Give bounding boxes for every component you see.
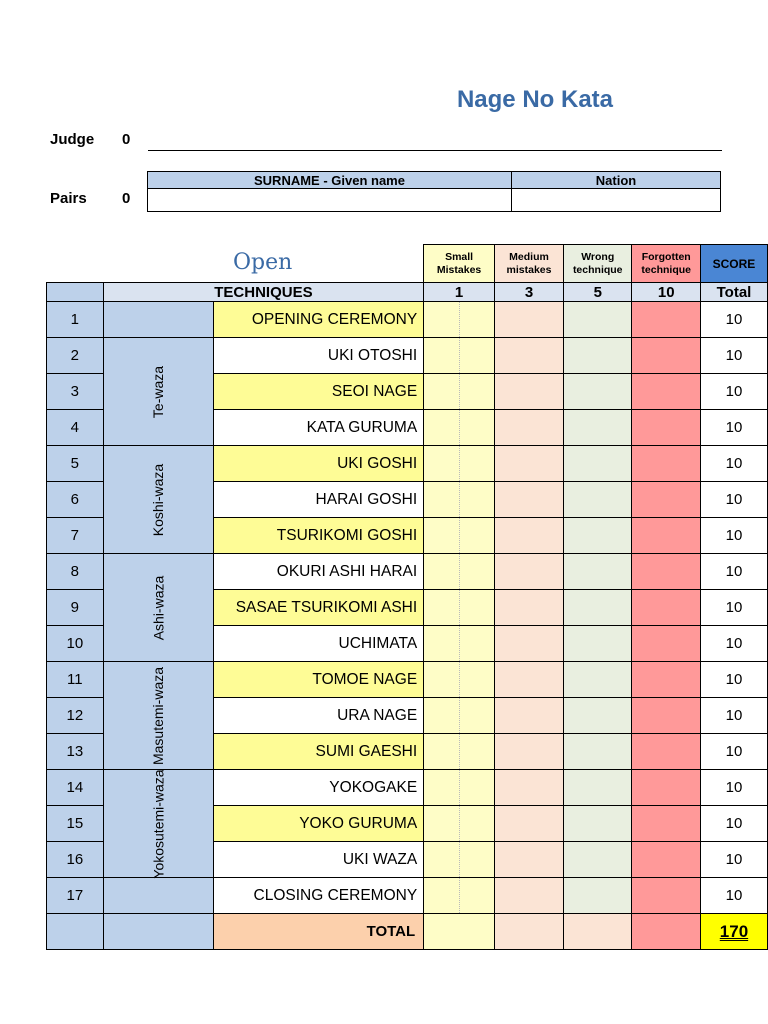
small-points: 1 (424, 283, 495, 302)
medium-mistakes-cell[interactable] (494, 410, 563, 446)
technique-name: YOKOGAKE (213, 770, 423, 806)
forgotten-technique-cell[interactable] (632, 806, 700, 842)
medium-mistakes-cell[interactable] (494, 626, 563, 662)
row-number: 1 (47, 302, 104, 338)
score-header: SCORE (700, 245, 767, 283)
total-blank (47, 914, 104, 950)
technique-row (47, 338, 768, 374)
forgotten-technique-cell[interactable] (632, 770, 700, 806)
judge-value[interactable]: 0 (122, 131, 131, 148)
judge-label: Judge (50, 131, 95, 148)
wrong-technique-cell[interactable] (564, 842, 632, 878)
technique-name: SASAE TSURIKOMI ASHI (213, 590, 423, 626)
row-score: 10 (700, 338, 767, 374)
forgotten-technique-cell[interactable] (632, 302, 700, 338)
wrong-technique-cell[interactable] (564, 698, 632, 734)
small-mistakes-cell[interactable] (424, 518, 495, 554)
small-mistakes-cell[interactable] (424, 302, 495, 338)
medium-points: 3 (494, 283, 563, 302)
group-label-text: Masutemi-waza (150, 666, 167, 765)
technique-row (47, 446, 768, 482)
technique-name: OPENING CEREMONY (213, 302, 423, 338)
wrong-technique-header: Wrong technique (564, 245, 632, 283)
wrong-technique-cell[interactable] (564, 482, 632, 518)
small-mistakes-cell[interactable] (424, 734, 495, 770)
technique-name: UKI GOSHI (213, 446, 423, 482)
forgotten-technique-header: Forgotten technique (632, 245, 700, 283)
small-mistakes-cell[interactable] (424, 842, 495, 878)
forgotten-technique-cell[interactable] (632, 338, 700, 374)
forgotten-technique-cell[interactable] (632, 410, 700, 446)
wrong-technique-cell[interactable] (564, 410, 632, 446)
row-score: 10 (700, 554, 767, 590)
forgotten-points: 10 (632, 283, 700, 302)
group-label-text: Koshi-waza (150, 463, 167, 536)
page-title: Nage No Kata (456, 86, 614, 113)
group-label-text: Ashi-waza (150, 575, 167, 640)
forgotten-technique-cell[interactable] (632, 734, 700, 770)
group-label-text: Yokosutemi-waza (150, 768, 167, 879)
technique-name: UKI WAZA (213, 842, 423, 878)
group-label (103, 338, 213, 446)
small-mistakes-cell[interactable] (424, 338, 495, 374)
technique-row (47, 302, 768, 338)
scoring-table (46, 244, 768, 950)
small-mistakes-cell[interactable] (424, 410, 495, 446)
technique-name: TSURIKOMI GOSHI (213, 518, 423, 554)
pairs-nation-header: Nation (512, 172, 721, 189)
row-number: 4 (47, 410, 104, 446)
technique-name: SEOI NAGE (213, 374, 423, 410)
small-mistakes-cell[interactable] (424, 590, 495, 626)
medium-mistakes-cell[interactable] (494, 662, 563, 698)
wrong-technique-cell[interactable] (564, 734, 632, 770)
pairs-name-header: SURNAME - Given name (148, 172, 512, 189)
wrong-technique-cell[interactable] (564, 518, 632, 554)
row-number: 5 (47, 446, 104, 482)
category-label: Open (233, 250, 293, 275)
total-medium (494, 914, 563, 950)
total-row (47, 914, 768, 950)
forgotten-technique-cell[interactable] (632, 698, 700, 734)
row-number: 16 (47, 842, 104, 878)
medium-mistakes-cell[interactable] (494, 590, 563, 626)
forgotten-technique-cell[interactable] (632, 878, 700, 914)
medium-mistakes-cell[interactable] (494, 806, 563, 842)
row-number: 17 (47, 878, 104, 914)
medium-mistakes-cell[interactable] (494, 554, 563, 590)
wrong-technique-cell[interactable] (564, 446, 632, 482)
row-number: 11 (47, 662, 104, 698)
row-number: 9 (47, 590, 104, 626)
wrong-technique-cell[interactable] (564, 662, 632, 698)
pairs-nation-cell[interactable] (512, 189, 721, 212)
row-number: 13 (47, 734, 104, 770)
medium-mistakes-header: Medium mistakes (494, 245, 563, 283)
technique-name: HARAI GOSHI (213, 482, 423, 518)
medium-mistakes-cell[interactable] (494, 698, 563, 734)
wrong-technique-cell[interactable] (564, 878, 632, 914)
row-number: 15 (47, 806, 104, 842)
small-mistakes-cell[interactable] (424, 446, 495, 482)
total-label: TOTAL (213, 914, 423, 950)
forgotten-technique-cell[interactable] (632, 374, 700, 410)
technique-row (47, 662, 768, 698)
row-score: 10 (700, 374, 767, 410)
small-mistakes-cell[interactable] (424, 770, 495, 806)
pairs-value[interactable]: 0 (122, 190, 131, 207)
total-small (424, 914, 495, 950)
forgotten-technique-cell[interactable] (632, 842, 700, 878)
group-label (103, 554, 213, 662)
row-score: 10 (700, 626, 767, 662)
total-header: Total (700, 283, 767, 302)
group-blank (103, 878, 213, 914)
judge-name-line[interactable] (148, 150, 722, 151)
wrong-technique-cell[interactable] (564, 770, 632, 806)
medium-mistakes-cell[interactable] (494, 842, 563, 878)
forgotten-technique-cell[interactable] (632, 554, 700, 590)
forgotten-technique-cell[interactable] (632, 482, 700, 518)
small-mistakes-cell[interactable] (424, 662, 495, 698)
total-forgotten (632, 914, 700, 950)
wrong-technique-cell[interactable] (564, 338, 632, 374)
technique-name: SUMI GAESHI (213, 734, 423, 770)
technique-row (47, 554, 768, 590)
small-mistakes-cell[interactable] (424, 806, 495, 842)
group-label-text: Te-waza (150, 365, 167, 418)
techniques-header: TECHNIQUES (103, 283, 424, 302)
technique-row (47, 770, 768, 806)
wrong-points: 5 (564, 283, 632, 302)
total-value (700, 914, 767, 950)
row-score: 10 (700, 446, 767, 482)
medium-mistakes-cell[interactable] (494, 338, 563, 374)
forgotten-technique-cell[interactable] (632, 626, 700, 662)
total-wrong (564, 914, 632, 950)
small-mistakes-cell[interactable] (424, 878, 495, 914)
row-score: 10 (700, 842, 767, 878)
row-number: 3 (47, 374, 104, 410)
row-number: 6 (47, 482, 104, 518)
wrong-technique-cell[interactable] (564, 374, 632, 410)
row-number: 10 (47, 626, 104, 662)
forgotten-technique-cell[interactable] (632, 590, 700, 626)
total-blank-group (103, 914, 213, 950)
wrong-technique-cell[interactable] (564, 626, 632, 662)
row-score: 10 (700, 662, 767, 698)
medium-mistakes-cell[interactable] (494, 446, 563, 482)
row-score: 10 (700, 770, 767, 806)
wrong-technique-cell[interactable] (564, 806, 632, 842)
wrong-technique-cell[interactable] (564, 590, 632, 626)
technique-name: UKI OTOSHI (213, 338, 423, 374)
technique-name: URA NAGE (213, 698, 423, 734)
row-score: 10 (700, 698, 767, 734)
group-label (103, 770, 213, 878)
small-mistakes-cell[interactable] (424, 554, 495, 590)
medium-mistakes-cell[interactable] (494, 878, 563, 914)
pairs-table (147, 171, 721, 212)
small-mistakes-cell[interactable] (424, 626, 495, 662)
row-score: 10 (700, 518, 767, 554)
row-number: 12 (47, 698, 104, 734)
row-number: 8 (47, 554, 104, 590)
row-score: 10 (700, 302, 767, 338)
total-value-text: 170 (719, 921, 749, 941)
row-score: 10 (700, 590, 767, 626)
row-score: 10 (700, 410, 767, 446)
group-label (103, 446, 213, 554)
small-mistakes-cell[interactable] (424, 482, 495, 518)
row-score: 10 (700, 806, 767, 842)
medium-mistakes-cell[interactable] (494, 302, 563, 338)
pairs-label: Pairs (50, 190, 87, 207)
wrong-technique-cell[interactable] (564, 302, 632, 338)
forgotten-technique-cell[interactable] (632, 662, 700, 698)
small-mistakes-header: Small Mistakes (424, 245, 495, 283)
small-mistakes-cell[interactable] (424, 698, 495, 734)
small-mistakes-cell[interactable] (424, 374, 495, 410)
forgotten-technique-cell[interactable] (632, 446, 700, 482)
medium-mistakes-cell[interactable] (494, 374, 563, 410)
medium-mistakes-cell[interactable] (494, 734, 563, 770)
row-score: 10 (700, 482, 767, 518)
medium-mistakes-cell[interactable] (494, 518, 563, 554)
row-score: 10 (700, 878, 767, 914)
subheader-blank (47, 283, 104, 302)
row-score: 10 (700, 734, 767, 770)
row-number: 14 (47, 770, 104, 806)
wrong-technique-cell[interactable] (564, 554, 632, 590)
pairs-name-cell[interactable] (148, 189, 512, 212)
row-number: 7 (47, 518, 104, 554)
medium-mistakes-cell[interactable] (494, 770, 563, 806)
technique-name: CLOSING CEREMONY (213, 878, 423, 914)
forgotten-technique-cell[interactable] (632, 518, 700, 554)
group-blank (103, 302, 213, 338)
technique-name: OKURI ASHI HARAI (213, 554, 423, 590)
row-number: 2 (47, 338, 104, 374)
technique-row (47, 878, 768, 914)
medium-mistakes-cell[interactable] (494, 482, 563, 518)
group-label (103, 662, 213, 770)
technique-name: UCHIMATA (213, 626, 423, 662)
technique-name: TOMOE NAGE (213, 662, 423, 698)
technique-name: YOKO GURUMA (213, 806, 423, 842)
technique-name: KATA GURUMA (213, 410, 423, 446)
